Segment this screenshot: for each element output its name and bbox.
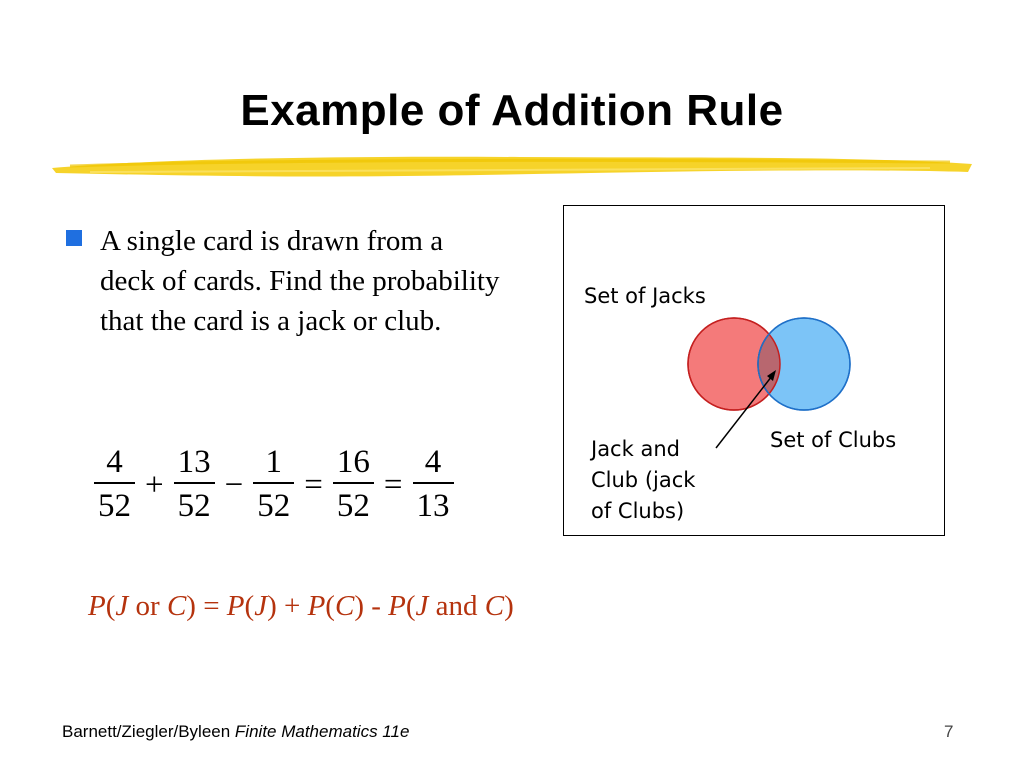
fraction-jack-of-clubs [253,442,294,528]
footer-citation [62,722,409,742]
equals-operator: = [304,467,323,503]
fraction-numerator: 4 [424,444,442,480]
fraction-numerator: 13 [177,444,211,480]
fraction-numerator: 1 [265,444,282,480]
bullet-square-icon [66,230,82,246]
footer-book-title: Finite Mathematics 11e [234,722,410,741]
page-number: 7 [944,722,954,741]
addition-rule-formula: P(J or C) = P(J) + P(C) - P(J and C) [88,590,514,622]
equals-operator: = [383,467,403,503]
fraction-result [413,442,454,528]
venn-diagram-box [563,205,945,536]
fraction-denominator: 52 [336,488,370,524]
fraction-numerator: 4 [106,444,123,480]
footer-authors: Barnett/Ziegler/Byleen [62,722,235,741]
slide-title: Example of Addition Rule [240,86,784,135]
fraction-clubs [174,442,215,528]
intersection-label: Jack and Club (jack of Clubs) [591,437,696,523]
set-of-clubs-label: Set of Clubs [770,428,897,452]
fraction-denominator: 52 [177,488,211,524]
fraction-denominator: 13 [416,488,450,524]
fraction-denominator: 52 [98,488,131,524]
set-of-jacks-label: Set of Jacks [584,284,706,308]
minus-operator: − [224,467,244,503]
fraction-denominator: 52 [257,488,291,524]
title-highlight-stroke [50,148,975,184]
plus-operator: + [145,467,164,503]
fraction-jacks [94,442,135,528]
fraction-sum [333,442,374,528]
fraction-numerator: 16 [336,444,370,480]
bullet-text: A single card is drawn from a deck of cards. Find the probability that the card is a jack or club. [100,225,500,337]
probability-equation [88,440,460,530]
